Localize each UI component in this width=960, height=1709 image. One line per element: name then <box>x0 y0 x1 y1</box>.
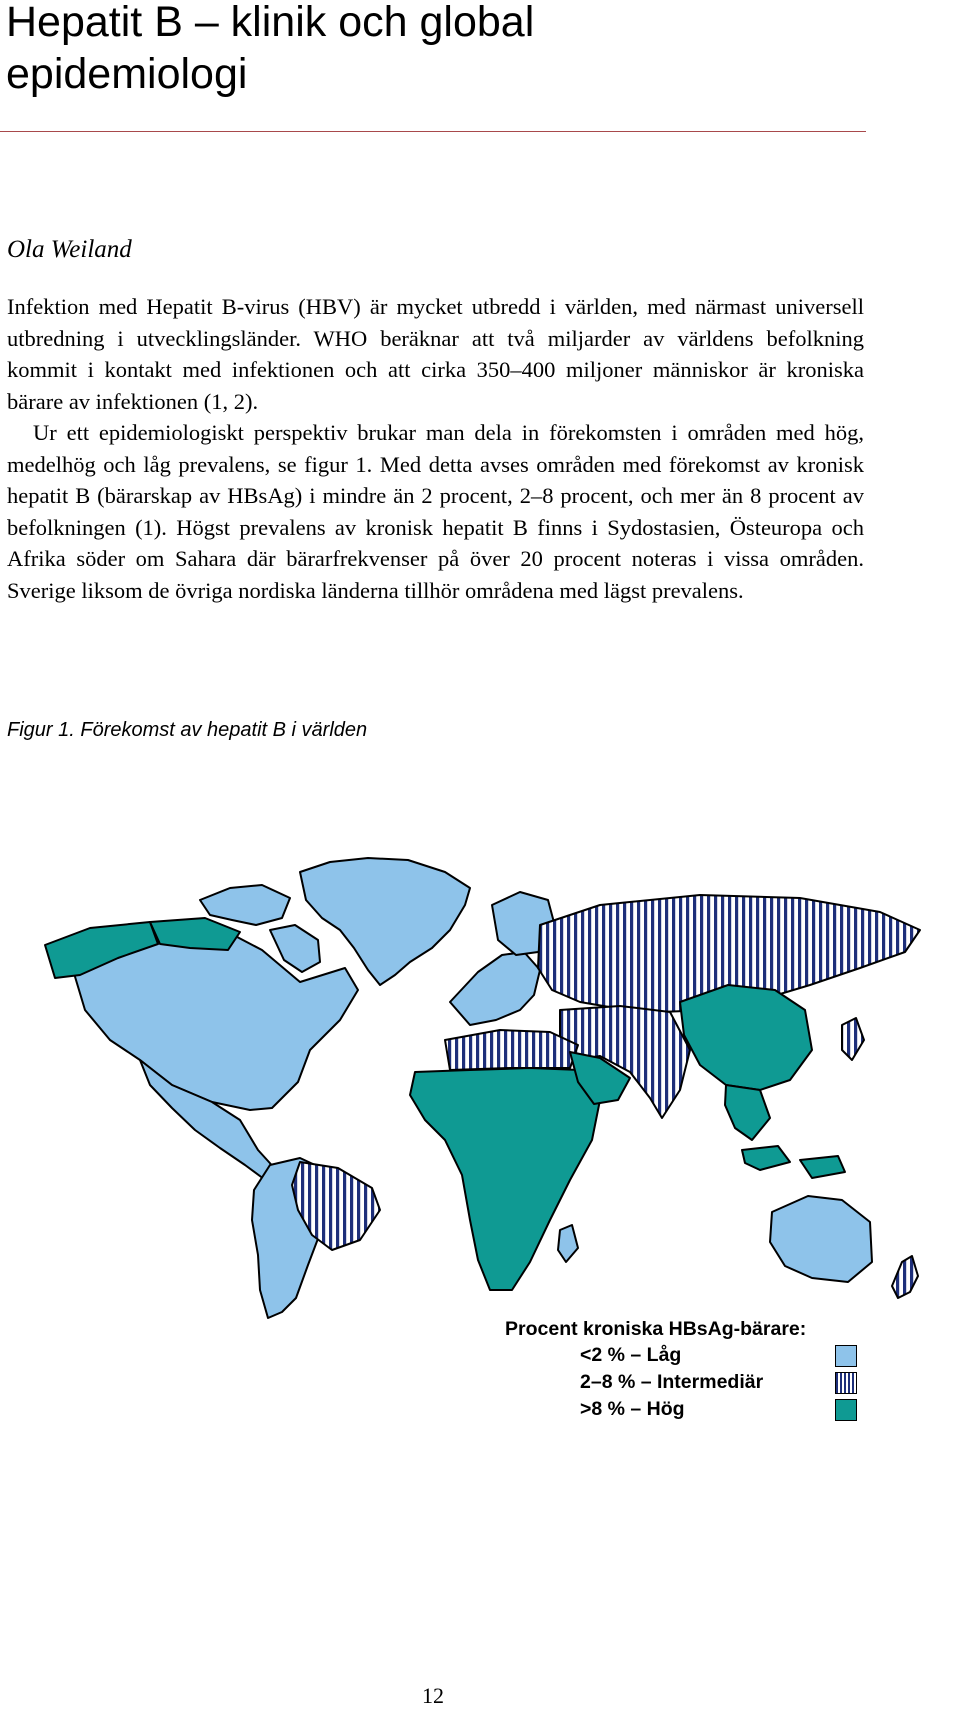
legend-item-low <box>580 1344 865 1370</box>
region-indonesia-1 <box>742 1146 790 1170</box>
page-number: 12 <box>422 1683 444 1708</box>
region-madagascar <box>558 1225 578 1262</box>
paragraph-epidemiology: Ur ett epidemiologiskt perspektiv brukar man dela in förekomsten i områden med hög, medelhög och låg prevalens, se figur 1. Med detta avses områden med förekomst av kronisk hepatit B (bärarskap av HBsAg) i mindre än 2 procent, 2–8 procent, och mer än 8 procent av befolkningen (1). Högst prevalens av kronisk hepatit B finns i Sydostasien, Östeuropa och Afrika söder om Sahara där bärarfrekvenser på över 20 procent noteras i vissa områden. Sverige liksom de övriga nordiska länderna tillhör områdena med lägst prevalens. <box>7 420 864 603</box>
title-line-1: Hepatit B – klinik och global <box>6 0 535 46</box>
region-china <box>680 985 812 1090</box>
region-europe-west <box>450 952 540 1025</box>
region-new-zealand <box>892 1256 918 1298</box>
legend-swatch-intermediate <box>835 1372 857 1394</box>
paragraph-intro: Infektion med Hepatit B-virus (HBV) är mycket utbredd i världen, med närmast universell utbredning i utvecklingsländer. WHO beräknar att två miljarder av världens befolkning kommit i kontakt med infektionen och att cirka 350–400 miljoner människor är kroniska bärare av infektionen (1, 2). <box>7 294 864 414</box>
figure-caption: Figur 1. Förekomst av hepatit B i världen <box>7 719 368 741</box>
region-southeast-asia <box>725 1085 770 1140</box>
region-arctic-islands <box>200 885 290 925</box>
legend-swatch-high <box>835 1399 857 1421</box>
region-indonesia-2 <box>800 1156 845 1178</box>
region-greenland <box>300 858 470 985</box>
region-canada-north <box>150 918 240 950</box>
title-divider <box>0 131 866 132</box>
legend-item-intermediate <box>580 1371 865 1397</box>
region-north-africa <box>445 1030 578 1070</box>
legend-label-intermediate: 2–8 % – Intermediär <box>580 1371 764 1393</box>
region-australia <box>770 1196 872 1282</box>
title-line-2: epidemiologi <box>6 50 248 98</box>
legend-swatch-low <box>835 1345 857 1367</box>
legend-title: Procent kroniska HBsAg-bärare: <box>505 1318 807 1340</box>
region-japan <box>842 1018 864 1060</box>
legend-item-high <box>580 1398 865 1424</box>
legend-label-low: <2 % – Låg <box>580 1344 682 1366</box>
legend-label-high: >8 % – Hög <box>580 1398 685 1420</box>
author-name: Ola Weiland <box>7 236 132 263</box>
world-prevalence-map <box>0 850 960 1320</box>
page-title <box>6 0 886 100</box>
body-text <box>7 291 864 606</box>
